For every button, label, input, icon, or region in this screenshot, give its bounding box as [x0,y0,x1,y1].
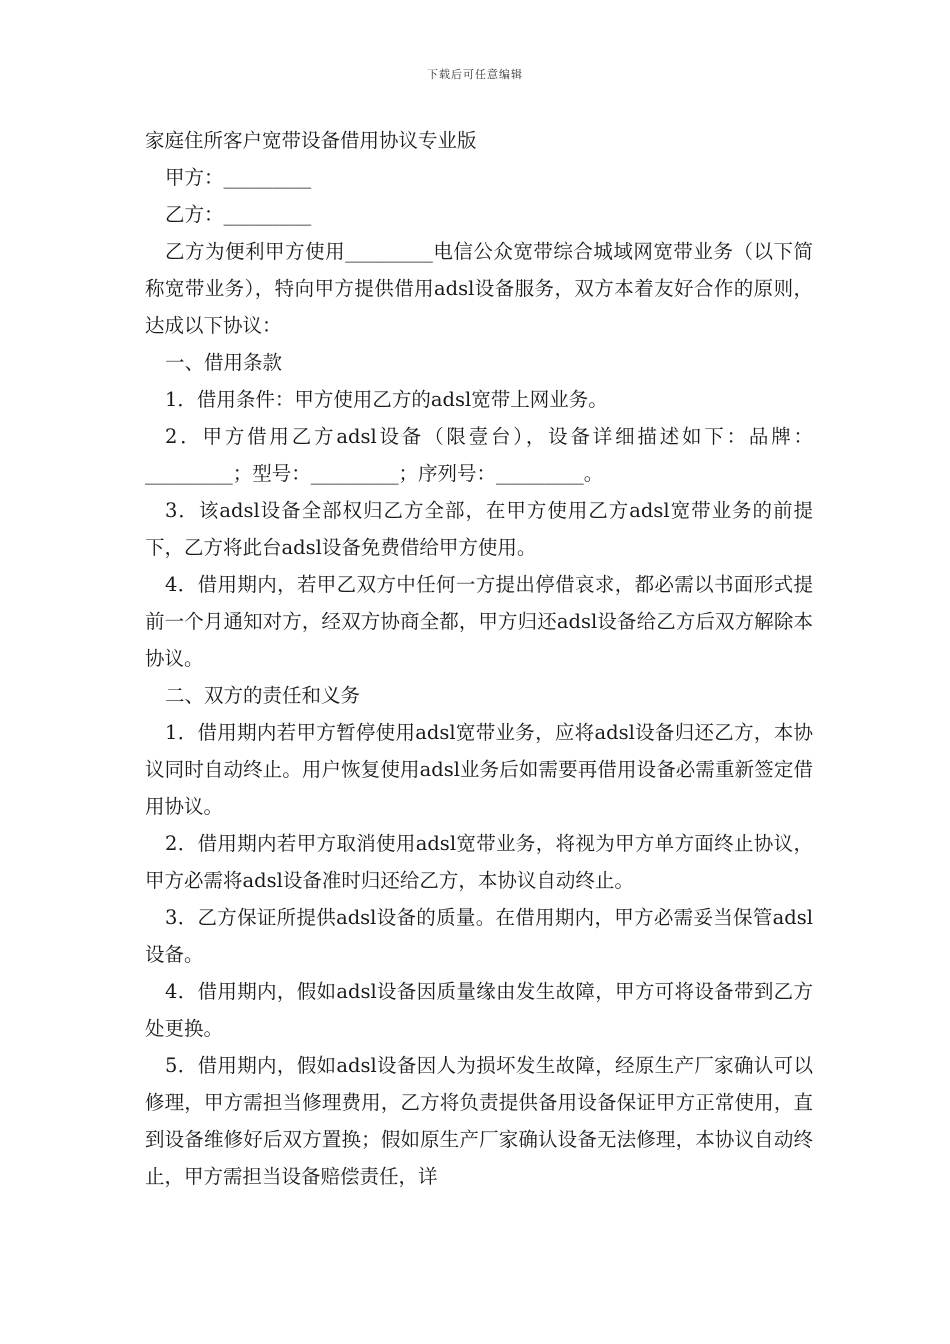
header-note: 下载后可任意编辑 [427,68,523,81]
section2-item: 4．借用期内，假如adsl设备因质量缘由发生故障，甲方可将设备带到乙方处更换。 [145,980,813,1040]
section1-heading: 一、借用条款 [165,351,283,374]
section1-item: 1．借用条件：甲方使用乙方的adsl宽带上网业务。 [165,388,608,411]
document-title: 家庭住所客户宽带设备借用协议专业版 [145,129,477,152]
party-a-line: 甲方：_________ [165,166,312,189]
section1-item: 2．甲方借用乙方adsl设备（限壹台），设备详细描述如下：品牌：_________；型号：_________；序列号：_________。 [145,425,813,485]
section1-item: 4．借用期内，若甲乙双方中任何一方提出停借哀求，都必需以书面形式提前一个月通知对方，经双方协商全都，甲方归还adsl设备给乙方后双方解除本协议。 [145,573,813,670]
section2-item: 1．借用期内若甲方暂停使用adsl宽带业务，应将adsl设备归还乙方，本协议同时自动终止。用户恢复使用adsl业务后如需要再借用设备必需重新签定借用协议。 [145,721,813,818]
document-body [145,122,813,1195]
section2-item: 2．借用期内若甲方取消使用adsl宽带业务，将视为甲方单方面终止协议，甲方必需将adsl设备准时归还给乙方，本协议自动终止。 [145,832,813,892]
section2-item: 3．乙方保证所提供adsl设备的质量。在借用期内，甲方必需妥当保管adsl设备。 [145,906,813,966]
section2-item: 5．借用期内，假如adsl设备因人为损坏发生故障，经原生产厂家确认可以修理，甲方需担当修理费用，乙方将负责提供备用设备保证甲方正常使用，直到设备维修好后双方置换；假如原生产厂家确认设备无法修理，本协议自动终止，甲方需担当设备赔偿责任，详 [145,1054,813,1188]
intro-paragraph: 乙方为便利甲方使用_________电信公众宽带综合城域网宽带业务（以下简称宽带业务），特向甲方提供借用adsl设备服务，双方本着友好合作的原则，达成以下协议： [145,240,813,337]
section1-item: 3．该adsl设备全部权归乙方全部，在甲方使用乙方adsl宽带业务的前提下，乙方将此台adsl设备免费借给甲方使用。 [145,499,813,559]
section2-heading: 二、双方的责任和义务 [165,684,361,707]
party-b-line: 乙方：_________ [165,203,312,226]
